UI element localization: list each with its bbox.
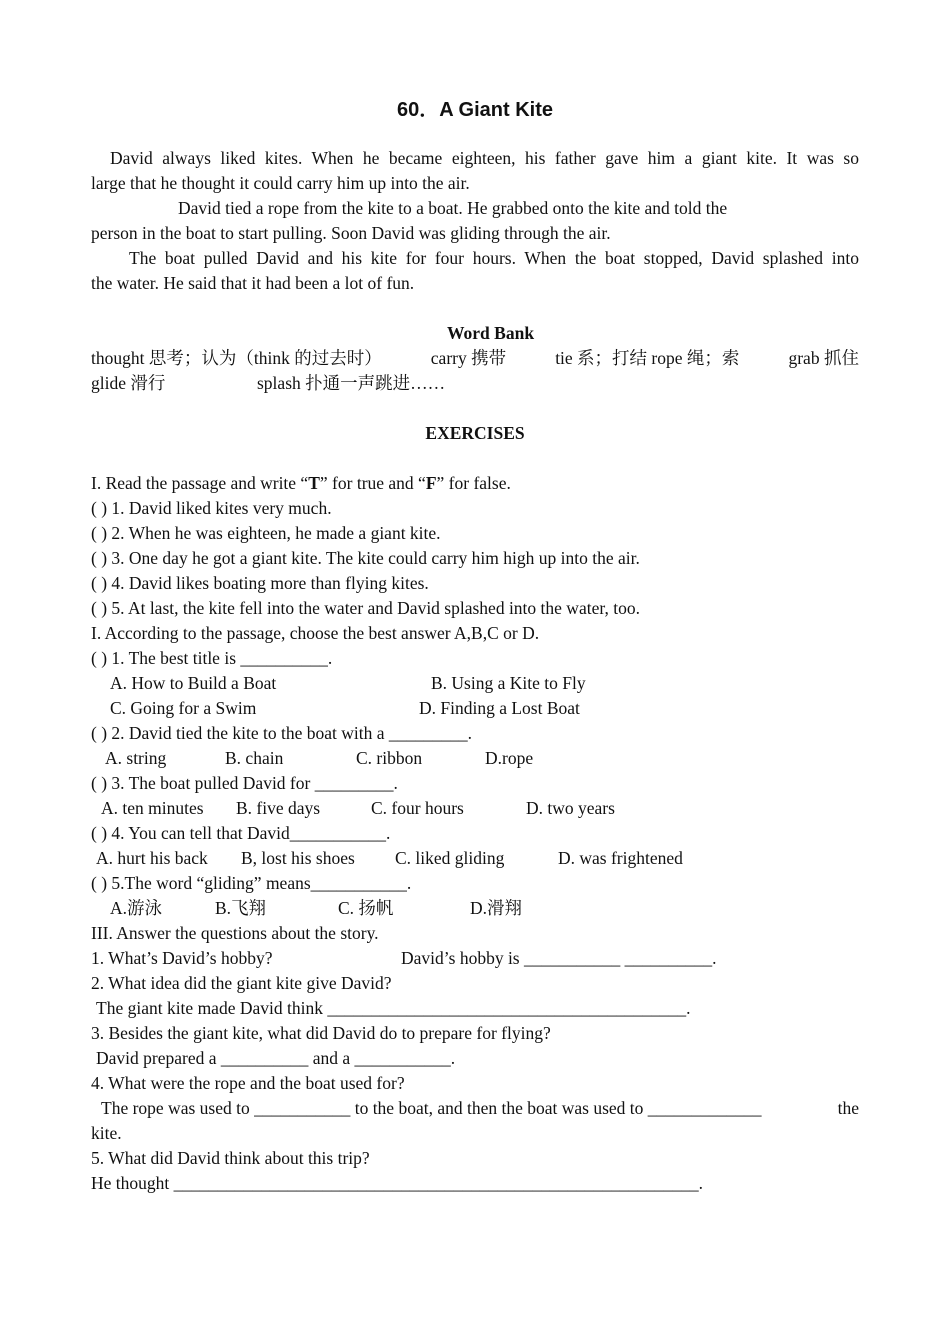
mc-option: C. four hours: [371, 798, 464, 818]
mc-option: A. ten minutes: [101, 798, 204, 818]
sa-question: 3. Besides the giant kite, what did David do to prepare for flying?: [91, 1023, 551, 1043]
word-bank-entry: grab 抓住: [788, 348, 859, 368]
section-instruction: III. Answer the questions about the story.: [91, 923, 379, 943]
mc-options: [91, 696, 859, 721]
sa-question: 1. What’s David’s hobby?: [91, 948, 273, 968]
mc-option: A. hurt his back: [96, 848, 208, 868]
mc-options: [91, 671, 859, 696]
sa-answer-line: He thought ____________________________________________________________.: [91, 1173, 704, 1193]
tf-question: ( ) 4. David likes boating more than flying kites.: [91, 573, 429, 593]
tf-question: ( ) 5. At last, the kite fell into the water and David splashed into the water, too.: [91, 598, 640, 618]
mc-option: D. was frightened: [558, 848, 683, 868]
mc-option: C. Going for a Swim: [110, 698, 257, 718]
word-bank-entry: tie 系；打结 rope 绳；索: [555, 348, 740, 368]
section-instruction: I. According to the passage, choose the best answer A,B,C or D.: [91, 623, 540, 643]
passage-line: David always liked kites. When he became eighteen, his father gave him a giant kite. It was so: [110, 148, 859, 168]
word-bank-entry: splash 扑通一声跳进……: [257, 373, 446, 393]
mc-options: [91, 746, 859, 771]
mc-question: ( ) 3. The boat pulled David for _________.: [91, 773, 398, 793]
tf-question: ( ) 1. David liked kites very much.: [91, 498, 332, 518]
section-true-false: [91, 471, 859, 621]
mc-options: [91, 896, 859, 921]
word-bank-heading: Word Bank: [447, 323, 535, 343]
mc-options: [91, 846, 859, 871]
sa-answer-line: kite.: [91, 1123, 122, 1143]
mc-question: ( ) 5.The word “gliding” means___________.: [91, 873, 412, 893]
mc-option: A.游泳: [110, 898, 163, 918]
tf-question: ( ) 3. One day he got a giant kite. The kite could carry him high up into the air.: [91, 548, 640, 568]
passage-line: The boat pulled David and his kite for four hours. When the boat stopped, David splashed into: [129, 248, 859, 268]
mc-option: D.rope: [485, 748, 534, 768]
page-title: 60．A Giant Kite: [397, 99, 553, 121]
tf-question: ( ) 2. When he was eighteen, he made a giant kite.: [91, 523, 441, 543]
passage-line: large that he thought it could carry him up into the air.: [91, 173, 470, 193]
sa-question: 2. What idea did the giant kite give David?: [91, 973, 392, 993]
mc-option: B. five days: [236, 798, 321, 818]
sa-answer-line: The giant kite made David think _________________________________________.: [96, 998, 691, 1018]
section-instruction: I. Read the passage and write “T” for true and “F” for false.: [91, 473, 511, 493]
sa-question: 4. What were the rope and the boat used for?: [91, 1073, 405, 1093]
word-bank-row: [91, 346, 859, 371]
mc-option: D. Finding a Lost Boat: [419, 698, 580, 718]
sa-question-row: [91, 946, 859, 971]
mc-option: C. liked gliding: [395, 848, 505, 868]
sa-answer-line: David prepared a __________ and a ___________.: [96, 1048, 456, 1068]
worksheet-page: [91, 96, 859, 1196]
mc-option: B. Using a Kite to Fly: [431, 673, 586, 693]
word-bank-entry: thought 思考；认为（think 的过去时）: [91, 348, 382, 368]
sa-question: 5. What did David think about this trip?: [91, 1148, 370, 1168]
mc-option: C. 扬帆: [338, 898, 394, 918]
mc-option: D.滑翔: [470, 898, 523, 918]
section-multiple-choice: [91, 621, 859, 921]
mc-question: ( ) 1. The best title is __________.: [91, 648, 333, 668]
passage-line: person in the boat to start pulling. Soon David was gliding through the air.: [91, 223, 611, 243]
mc-question: ( ) 2. David tied the kite to the boat with a _________.: [91, 723, 473, 743]
mc-option: B, lost his shoes: [241, 848, 355, 868]
mc-option: B. chain: [225, 748, 284, 768]
mc-option: C. ribbon: [356, 748, 423, 768]
word-bank: [91, 321, 859, 396]
exercises-heading: EXERCISES: [425, 423, 525, 443]
sa-answer-line: The rope was used to ___________ to the boat, and then the boat was used to _____________ the: [101, 1098, 859, 1118]
mc-option: A. string: [105, 748, 167, 768]
word-bank-entry: glide 滑行: [91, 373, 166, 393]
mc-options: [91, 796, 859, 821]
mc-option: A. How to Build a Boat: [110, 673, 277, 693]
mc-question: ( ) 4. You can tell that David___________.: [91, 823, 391, 843]
passage-line: David tied a rope from the kite to a boat. He grabbed onto the kite and told the: [178, 198, 728, 218]
word-bank-row: [91, 371, 859, 396]
passage: [91, 146, 859, 296]
sa-answer-line: David’s hobby is ___________ __________.: [401, 948, 717, 968]
word-bank-entry: carry 携带: [430, 348, 507, 368]
section-short-answer: [91, 921, 859, 1196]
passage-line: the water. He said that it had been a lot of fun.: [91, 273, 415, 293]
mc-option: D. two years: [526, 798, 615, 818]
mc-option: B.飞翔: [215, 898, 267, 918]
